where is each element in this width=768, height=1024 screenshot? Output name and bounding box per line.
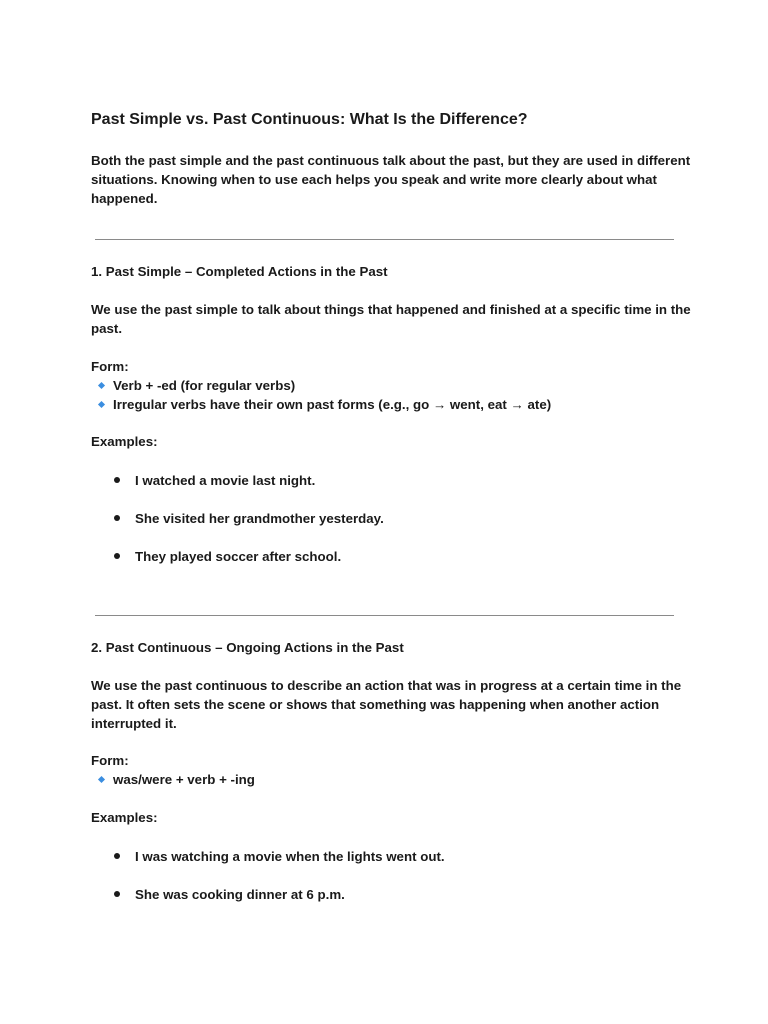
- diamond-bullet-icon: [98, 382, 105, 389]
- list-item: I watched a movie last night.: [114, 471, 315, 490]
- section-divider: [95, 239, 674, 240]
- bullet-dot-icon: [114, 553, 120, 559]
- list-item: Irregular verbs have their own past forms (e.g., go → went, eat → ate): [99, 395, 551, 414]
- list-item: was/were + verb + -ing: [99, 770, 255, 789]
- bullet-dot-icon: [114, 477, 120, 483]
- past-simple-form-label: Form:: [91, 359, 129, 374]
- past-continuous-examples-label: Examples:: [91, 810, 158, 825]
- list-item: They played soccer after school.: [114, 547, 341, 566]
- page-title: Past Simple vs. Past Continuous: What Is the Difference?: [91, 111, 528, 128]
- section-heading-past-simple: 1. Past Simple – Completed Actions in the Past: [91, 264, 388, 279]
- list-item: She visited her grandmother yesterday.: [114, 509, 384, 528]
- list-item: I was watching a movie when the lights went out.: [114, 847, 445, 866]
- past-simple-examples-label: Examples:: [91, 434, 158, 449]
- list-item: Verb + -ed (for regular verbs): [99, 376, 295, 395]
- diamond-bullet-icon: [98, 776, 105, 783]
- intro-paragraph: Both the past simple and the past continuous talk about the past, but they are used in different situations. Knowing when to use each helps you speak and write more clearly about what happened.: [91, 153, 691, 206]
- past-continuous-description: We use the past continuous to describe an action that was in progress at a certain time in the past. It often sets the scene or shows that something was happening when another action interrupted it.: [91, 678, 682, 731]
- past-simple-description: We use the past simple to talk about things that happened and finished at a specific time in the past.: [91, 302, 691, 336]
- bullet-dot-icon: [114, 515, 120, 521]
- section-divider: [95, 615, 674, 616]
- diamond-bullet-icon: [98, 401, 105, 408]
- bullet-dot-icon: [114, 891, 120, 897]
- bullet-dot-icon: [114, 853, 120, 859]
- list-item: She was cooking dinner at 6 p.m.: [114, 885, 345, 904]
- section-heading-past-continuous: 2. Past Continuous – Ongoing Actions in the Past: [91, 640, 404, 655]
- past-continuous-form-label: Form:: [91, 753, 129, 768]
